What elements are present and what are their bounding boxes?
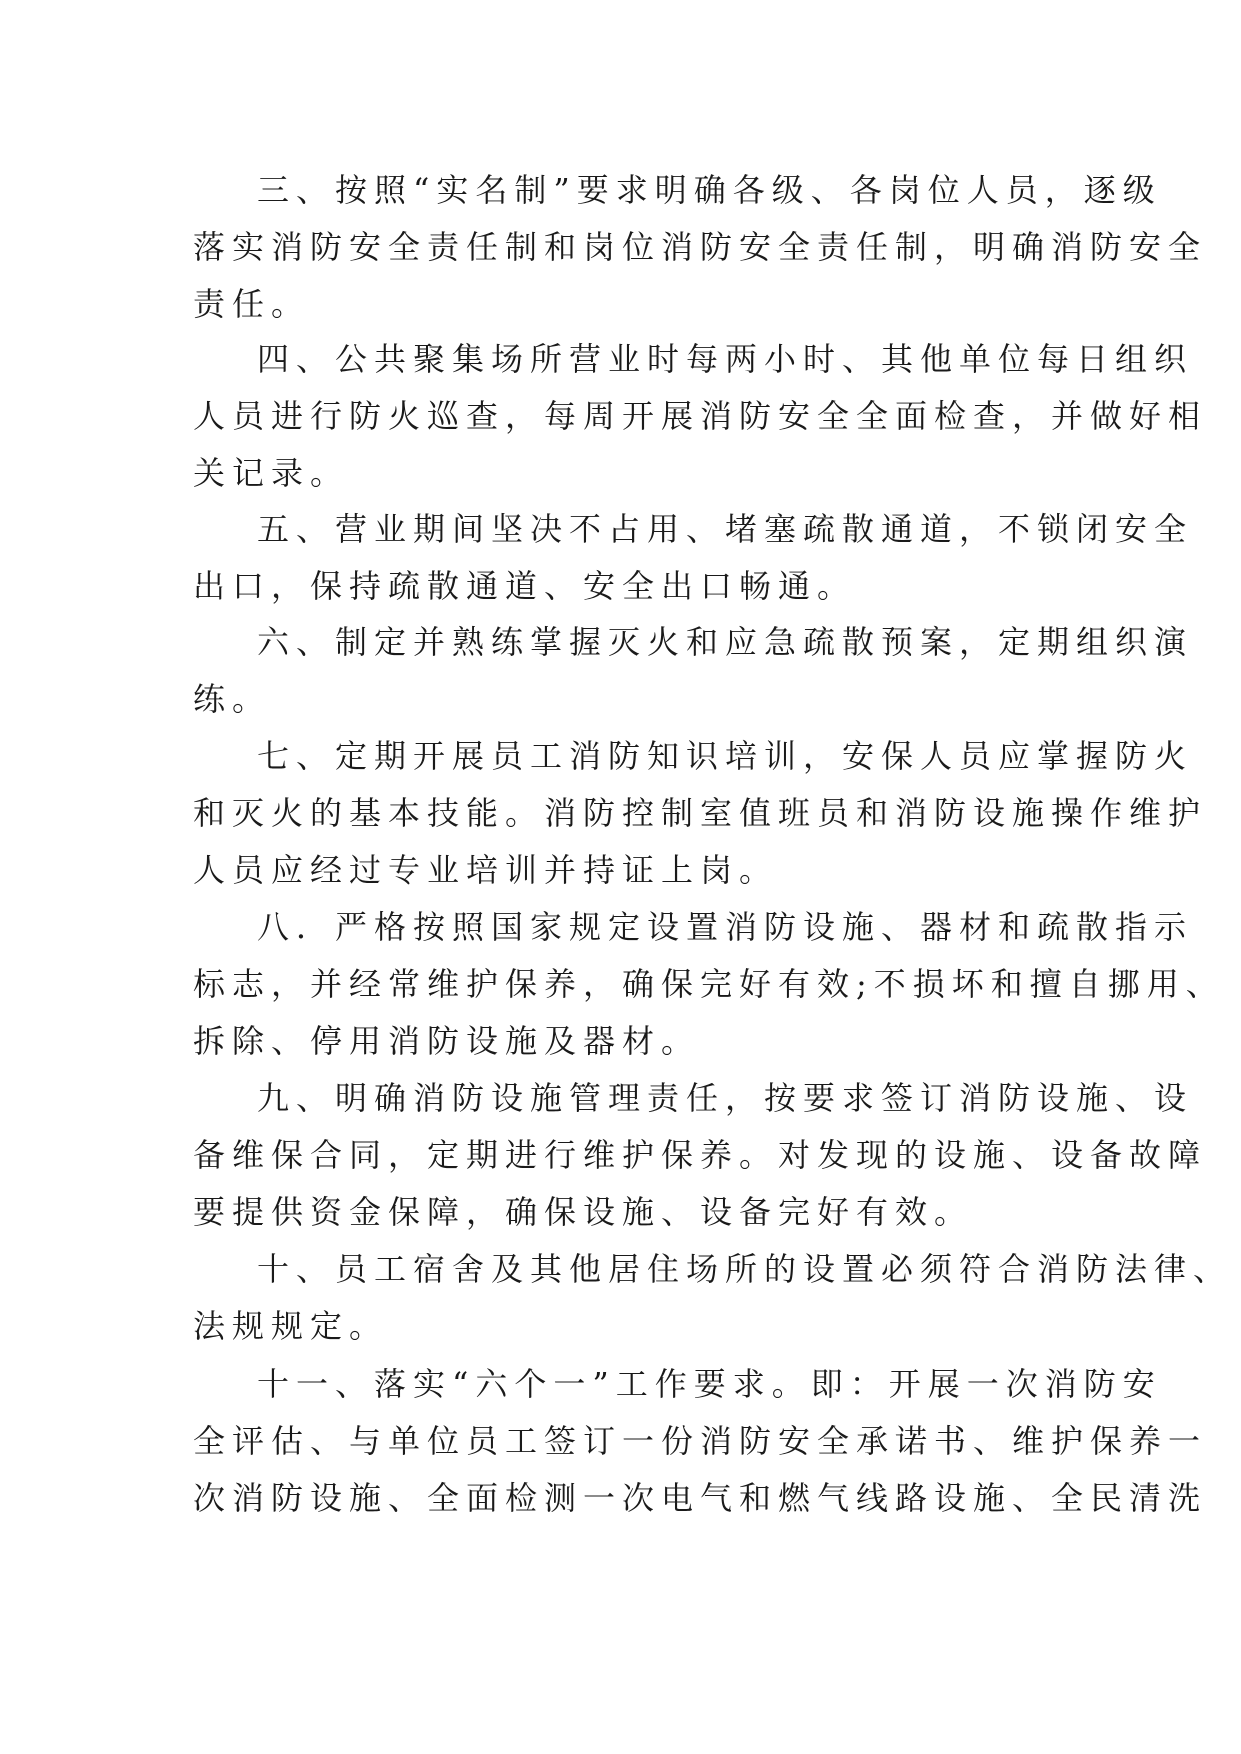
paragraph-line: 七、定期开展员工消防知识培训，安保人员应掌握防火 xyxy=(257,737,1194,775)
paragraph-line: 关记录。 xyxy=(193,454,350,492)
paragraph-line: 法规规定。 xyxy=(193,1307,389,1345)
paragraph-line: 拆除、停用消防设施及器材。 xyxy=(193,1022,701,1060)
paragraph-line: 责任。 xyxy=(193,285,311,323)
paragraph-line: 十一、落实“六个一”工作要求。即：开展一次消防安 xyxy=(257,1365,1162,1403)
paragraph-line: 落实消防安全责任制和岗位消防安全责任制，明确消防安全 xyxy=(193,228,1208,266)
paragraph-line: 五、营业期间坚决不占用、堵塞疏散通道，不锁闭安全 xyxy=(257,510,1194,548)
paragraph-line: 八．严格按照国家规定设置消防设施、器材和疏散指示 xyxy=(257,908,1194,946)
paragraph-line: 人员应经过专业培训并持证上岗。 xyxy=(193,851,779,889)
paragraph-line: 十、员工宿舍及其他居住场所的设置必须符合消防法律、 xyxy=(257,1250,1233,1288)
paragraph-line: 练。 xyxy=(193,680,272,718)
paragraph-line: 九、明确消防设施管理责任，按要求签订消防设施、设 xyxy=(257,1079,1194,1117)
paragraph-line: 备维保合同，定期进行维护保养。对发现的设施、设备故障 xyxy=(193,1136,1208,1174)
paragraph-line: 标志，并经常维护保养，确保完好有效;不损坏和擅自挪用、 xyxy=(193,965,1225,1003)
paragraph-line: 要提供资金保障，确保设施、设备完好有效。 xyxy=(193,1193,974,1231)
paragraph-line: 次消防设施、全面检测一次电气和燃气线路设施、全民清洗 xyxy=(193,1479,1208,1517)
paragraph-line: 人员进行防火巡查，每周开展消防安全全面检查，并做好相 xyxy=(193,397,1208,435)
paragraph-line: 三、按照“实名制”要求明确各级、各岗位人员，逐级 xyxy=(257,171,1162,209)
paragraph-line: 六、制定并熟练掌握灭火和应急疏散预案，定期组织演 xyxy=(257,623,1194,661)
paragraph-line: 和灭火的基本技能。消防控制室值班员和消防设施操作维护 xyxy=(193,794,1208,832)
paragraph-line: 全评估、与单位员工签订一份消防安全承诺书、维护保养一 xyxy=(193,1422,1208,1460)
paragraph-line: 四、公共聚集场所营业时每两小时、其他单位每日组织 xyxy=(257,340,1194,378)
paragraph-line: 出口，保持疏散通道、安全出口畅通。 xyxy=(193,567,857,605)
